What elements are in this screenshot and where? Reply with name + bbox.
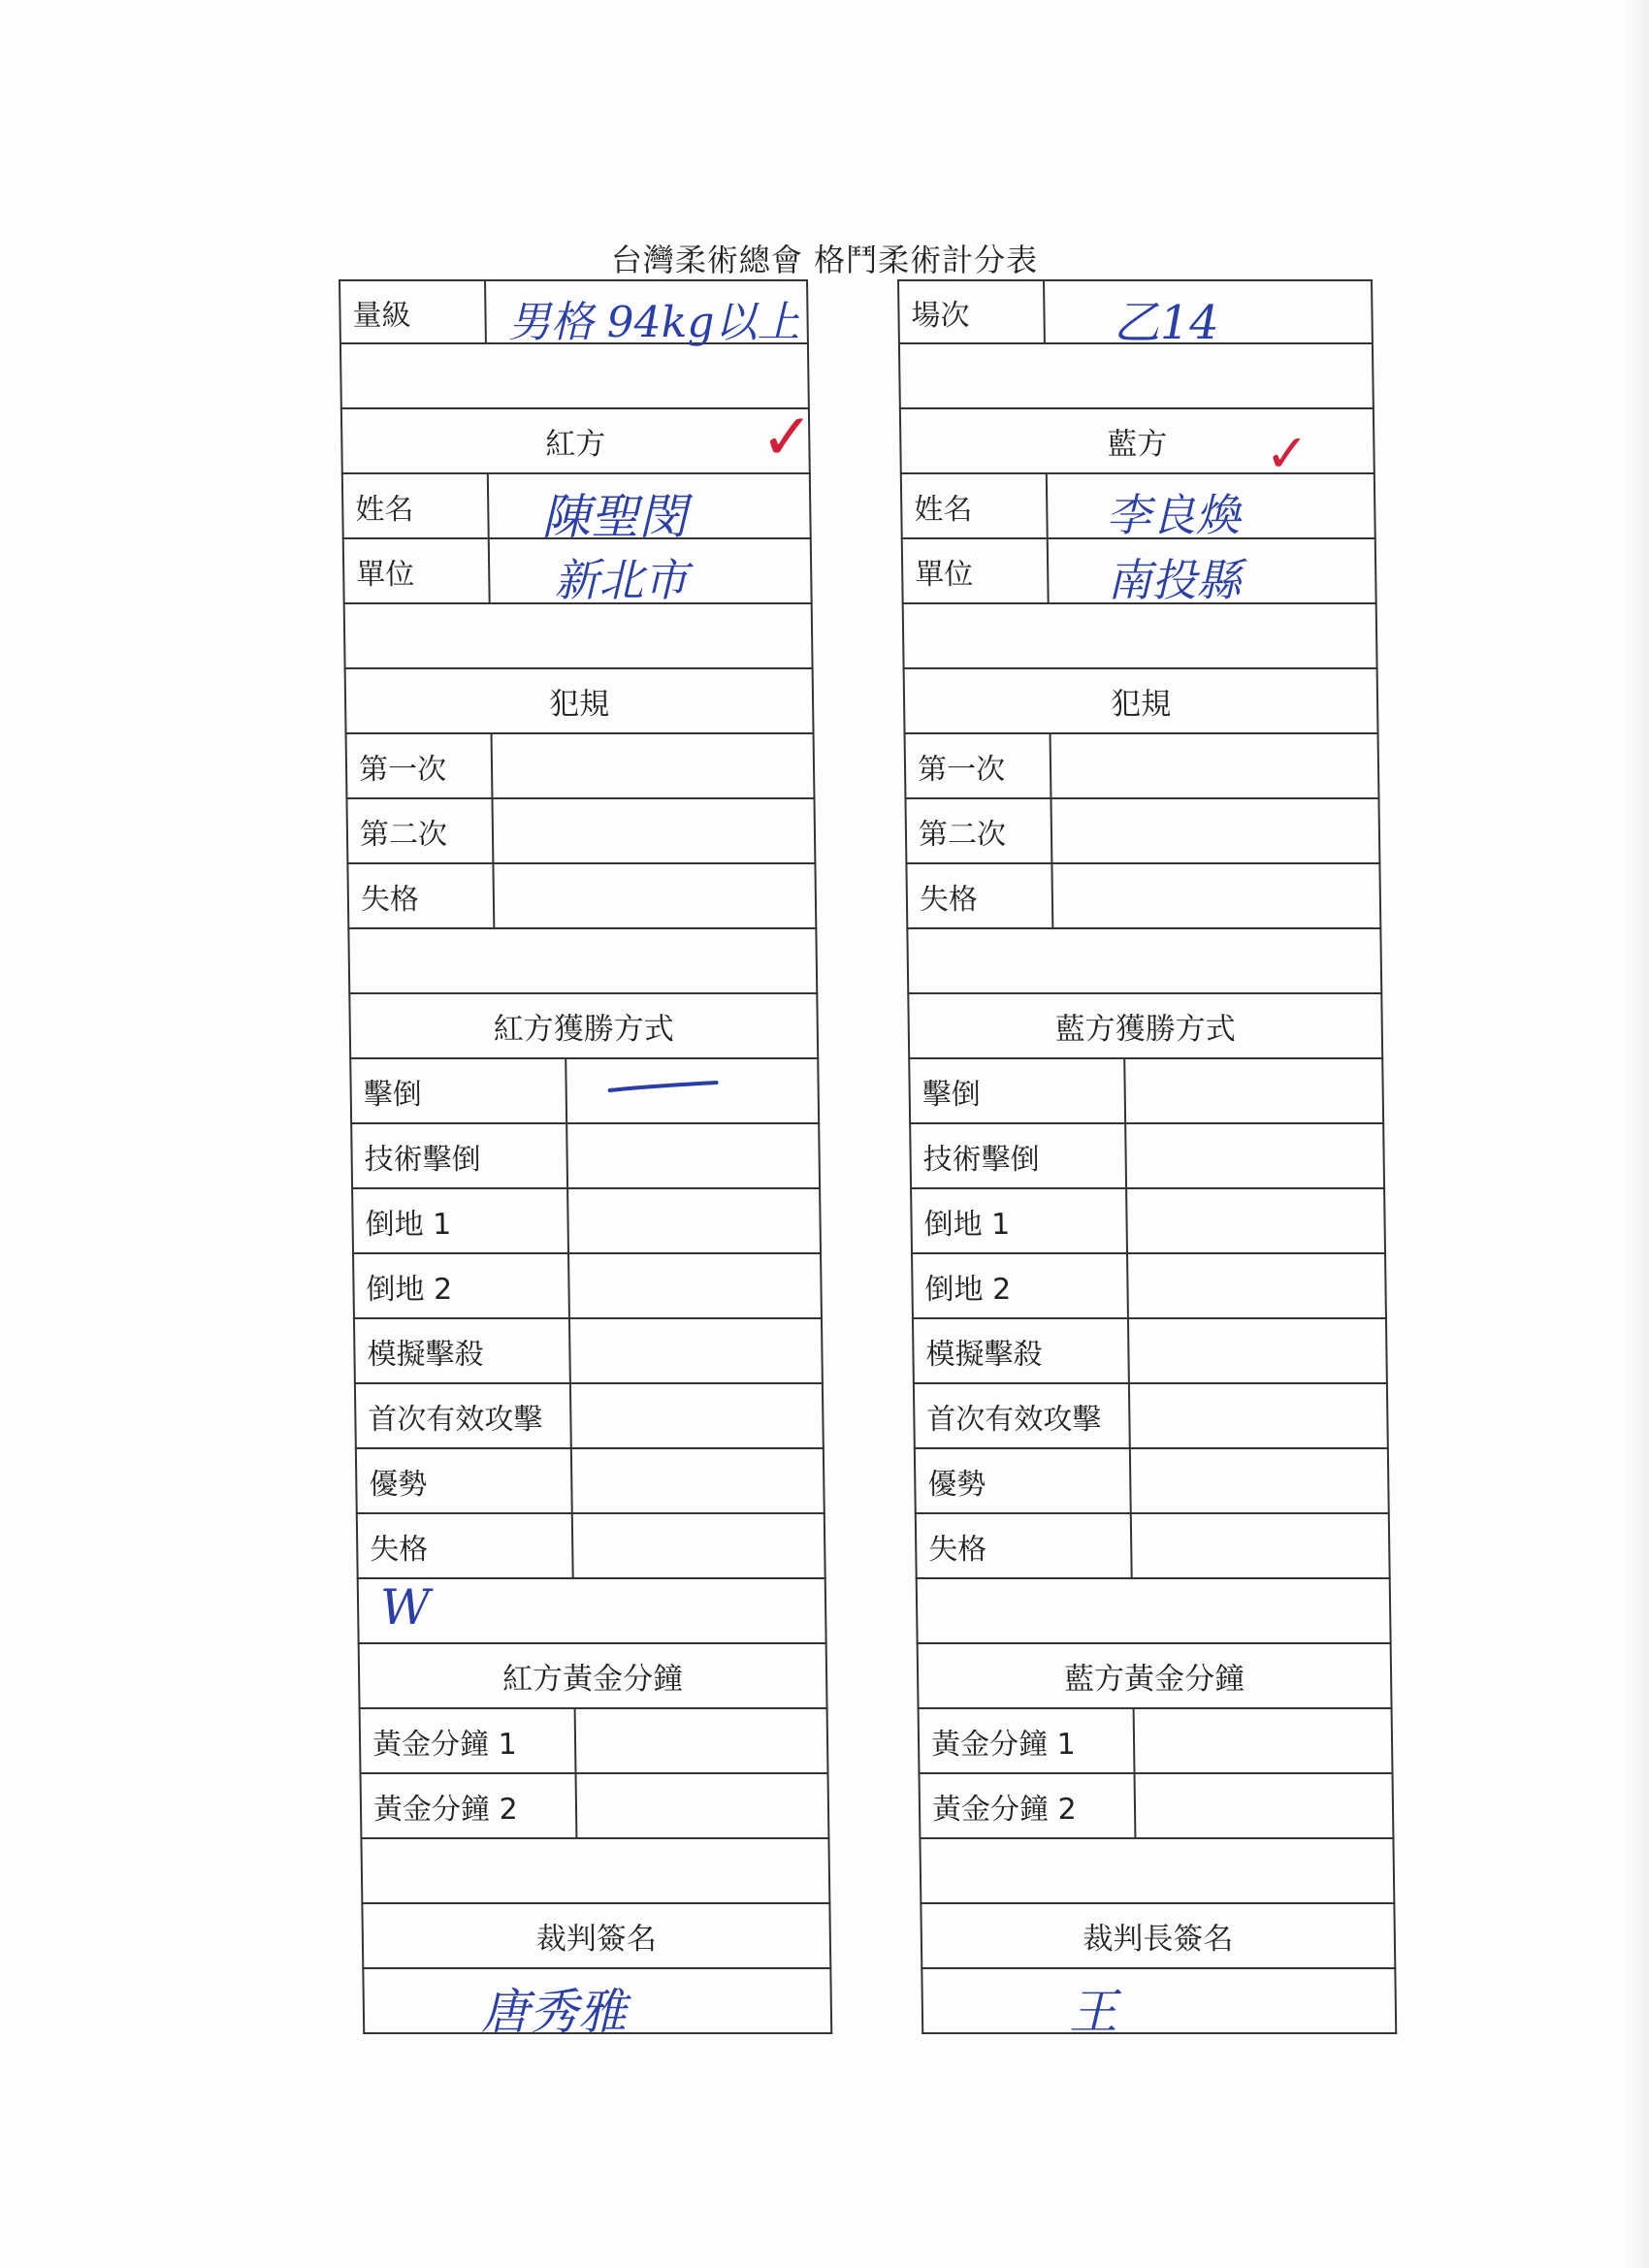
red-side-label: 紅方 bbox=[545, 427, 606, 462]
win-mark: W bbox=[379, 1579, 431, 1636]
win-method-row bbox=[356, 1514, 826, 1579]
win-method-label: 技術擊倒 bbox=[911, 1124, 1127, 1187]
win-method-label: 倒地 2 bbox=[913, 1254, 1129, 1317]
chief-referee-sign-header: 裁判長簽名 bbox=[920, 1904, 1396, 1969]
spacer-row bbox=[898, 344, 1374, 409]
win-method-row bbox=[915, 1514, 1391, 1579]
golden-field[interactable] bbox=[577, 1774, 828, 1837]
win-method-row bbox=[353, 1319, 824, 1384]
unit-label: 單位 bbox=[903, 539, 1050, 602]
foul-label: 失格 bbox=[348, 864, 495, 927]
foul-row bbox=[345, 734, 816, 799]
win-method-label: 首次有效攻擊 bbox=[356, 1384, 572, 1447]
win-method-field[interactable] bbox=[566, 1059, 818, 1122]
win-method-row bbox=[352, 1254, 823, 1319]
win-method-row bbox=[355, 1449, 825, 1514]
win-method-label: 失格 bbox=[358, 1514, 574, 1577]
golden-row bbox=[360, 1774, 830, 1839]
foul-label: 第二次 bbox=[347, 799, 494, 862]
win-method-label: 模擬擊殺 bbox=[914, 1319, 1130, 1382]
correction-tape bbox=[1174, 1065, 1280, 1079]
win-method-field[interactable] bbox=[568, 1189, 820, 1252]
weight-label: 量級 bbox=[340, 281, 487, 342]
referee-signature: 唐秀雅 bbox=[480, 1984, 628, 2040]
spacer-row bbox=[906, 929, 1382, 994]
foul-field[interactable] bbox=[1051, 734, 1378, 797]
referee-sign-row[interactable] bbox=[362, 1969, 832, 2040]
win-method-label: 擊倒 bbox=[351, 1059, 567, 1122]
foul-field[interactable] bbox=[493, 734, 814, 797]
spacer-row bbox=[343, 604, 814, 669]
name-label: 姓名 bbox=[343, 474, 490, 537]
match-field[interactable] bbox=[1045, 281, 1372, 350]
blue-unit-row bbox=[901, 539, 1377, 604]
win-method-row bbox=[350, 1124, 821, 1189]
golden-label: 黃金分鐘 1 bbox=[920, 1709, 1136, 1772]
win-method-row bbox=[913, 1384, 1389, 1449]
red-win-header: 紅方獲勝方式 bbox=[348, 994, 819, 1059]
foul-field[interactable] bbox=[493, 799, 814, 862]
win-method-field[interactable] bbox=[570, 1319, 822, 1382]
win-method-field[interactable] bbox=[1129, 1319, 1386, 1382]
unit-label: 單位 bbox=[344, 539, 491, 602]
spacer-row bbox=[340, 344, 810, 409]
red-name-value: 陳聖閔 bbox=[541, 489, 688, 545]
knockout-mark bbox=[605, 1077, 722, 1096]
win-method-row bbox=[349, 1059, 820, 1124]
win-method-field[interactable] bbox=[569, 1254, 821, 1317]
win-method-row bbox=[908, 1059, 1384, 1124]
result-row[interactable] bbox=[357, 1579, 827, 1644]
spacer-row bbox=[347, 929, 818, 994]
win-method-field[interactable] bbox=[1130, 1384, 1387, 1447]
foul-label: 失格 bbox=[907, 864, 1053, 927]
golden-field[interactable] bbox=[1136, 1774, 1393, 1837]
golden-row bbox=[918, 1709, 1394, 1774]
weight-value: 男格 94kg以上 bbox=[507, 298, 800, 347]
win-method-field[interactable] bbox=[1126, 1124, 1383, 1187]
golden-label: 黃金分鐘 2 bbox=[362, 1774, 578, 1837]
golden-field[interactable] bbox=[576, 1709, 827, 1772]
win-method-label: 優勢 bbox=[916, 1449, 1132, 1512]
spacer-row bbox=[360, 1839, 830, 1904]
blue-fouls-header: 犯規 bbox=[903, 669, 1379, 734]
blue-name-field[interactable] bbox=[1048, 474, 1374, 541]
foul-label: 第一次 bbox=[906, 734, 1052, 797]
blue-win-header: 藍方獲勝方式 bbox=[907, 994, 1383, 1059]
foul-field[interactable] bbox=[1051, 799, 1378, 862]
golden-label: 黃金分鐘 2 bbox=[921, 1774, 1137, 1837]
match-label: 場次 bbox=[899, 281, 1046, 342]
blue-name-row bbox=[900, 474, 1376, 539]
win-method-field[interactable] bbox=[573, 1514, 824, 1577]
foul-row bbox=[346, 864, 817, 929]
foul-field[interactable] bbox=[494, 864, 815, 927]
win-method-label: 擊倒 bbox=[910, 1059, 1126, 1122]
chief-referee-sign-row[interactable] bbox=[921, 1969, 1397, 2040]
win-method-field[interactable] bbox=[571, 1384, 823, 1447]
win-method-field[interactable] bbox=[1128, 1254, 1385, 1317]
win-method-row bbox=[911, 1254, 1387, 1319]
blue-golden-header: 藍方黃金分鐘 bbox=[917, 1644, 1393, 1709]
win-method-row bbox=[354, 1384, 824, 1449]
golden-field[interactable] bbox=[1135, 1709, 1392, 1772]
referee-sign-header: 裁判簽名 bbox=[361, 1904, 831, 1969]
red-name-field[interactable] bbox=[489, 474, 810, 545]
win-method-row bbox=[912, 1319, 1388, 1384]
match-value: 乙14 bbox=[1113, 296, 1220, 350]
win-method-label: 倒地 2 bbox=[354, 1254, 570, 1317]
red-name-row bbox=[341, 474, 812, 545]
foul-row bbox=[345, 799, 816, 864]
red-unit-row bbox=[342, 539, 813, 604]
golden-row bbox=[359, 1709, 829, 1774]
win-method-field[interactable] bbox=[1125, 1059, 1382, 1122]
weight-field[interactable] bbox=[486, 281, 807, 347]
name-label: 姓名 bbox=[902, 474, 1049, 537]
blue-check-icon: ✓ bbox=[1264, 423, 1310, 484]
blue-side-label: 藍方 bbox=[1107, 427, 1168, 462]
foul-label: 第一次 bbox=[347, 734, 494, 797]
win-method-label: 優勢 bbox=[357, 1449, 573, 1512]
scan-edge-shadow bbox=[1622, 0, 1649, 2268]
win-method-field[interactable] bbox=[1131, 1449, 1388, 1512]
win-method-field[interactable] bbox=[567, 1124, 819, 1187]
red-unit-field[interactable] bbox=[490, 539, 811, 606]
spacer-row bbox=[902, 604, 1378, 669]
blue-unit-value: 南投縣 bbox=[1106, 554, 1242, 606]
win-method-field[interactable] bbox=[1132, 1514, 1389, 1577]
foul-label: 第二次 bbox=[906, 799, 1052, 862]
win-method-label: 倒地 1 bbox=[353, 1189, 569, 1252]
red-check-icon: ✓ bbox=[760, 400, 815, 474]
win-method-row bbox=[351, 1189, 822, 1254]
match-row bbox=[897, 279, 1374, 350]
chief-referee-signature: 王 bbox=[1068, 1984, 1118, 2040]
spacer-row bbox=[919, 1839, 1395, 1904]
weight-row bbox=[339, 279, 809, 347]
blue-side-header bbox=[899, 409, 1375, 484]
win-method-field[interactable] bbox=[572, 1449, 824, 1512]
win-method-label: 倒地 1 bbox=[912, 1189, 1128, 1252]
golden-label: 黃金分鐘 1 bbox=[361, 1709, 577, 1772]
golden-row bbox=[919, 1774, 1395, 1839]
foul-row bbox=[904, 799, 1380, 864]
win-method-label: 首次有效攻擊 bbox=[915, 1384, 1131, 1447]
red-column bbox=[339, 279, 832, 2040]
win-method-field[interactable] bbox=[1127, 1189, 1384, 1252]
foul-field[interactable] bbox=[1052, 864, 1379, 927]
win-method-row bbox=[910, 1189, 1386, 1254]
win-method-label: 失格 bbox=[917, 1514, 1133, 1577]
blue-unit-field[interactable] bbox=[1049, 539, 1375, 606]
page-title: 台灣柔術總會 格鬥柔術計分表 bbox=[610, 242, 1039, 278]
blue-name-value: 李良煥 bbox=[1106, 489, 1241, 541]
result-row[interactable] bbox=[916, 1579, 1392, 1644]
foul-row bbox=[904, 734, 1380, 799]
win-method-label: 技術擊倒 bbox=[352, 1124, 568, 1187]
win-method-row bbox=[914, 1449, 1390, 1514]
red-golden-header: 紅方黃金分鐘 bbox=[358, 1644, 828, 1709]
win-method-label: 模擬擊殺 bbox=[355, 1319, 571, 1382]
win-method-row bbox=[909, 1124, 1385, 1189]
foul-row bbox=[905, 864, 1381, 929]
red-unit-value: 新北市 bbox=[553, 554, 689, 606]
red-side-header bbox=[340, 400, 815, 474]
blue-column bbox=[897, 279, 1397, 2040]
red-fouls-header: 犯規 bbox=[344, 669, 815, 734]
